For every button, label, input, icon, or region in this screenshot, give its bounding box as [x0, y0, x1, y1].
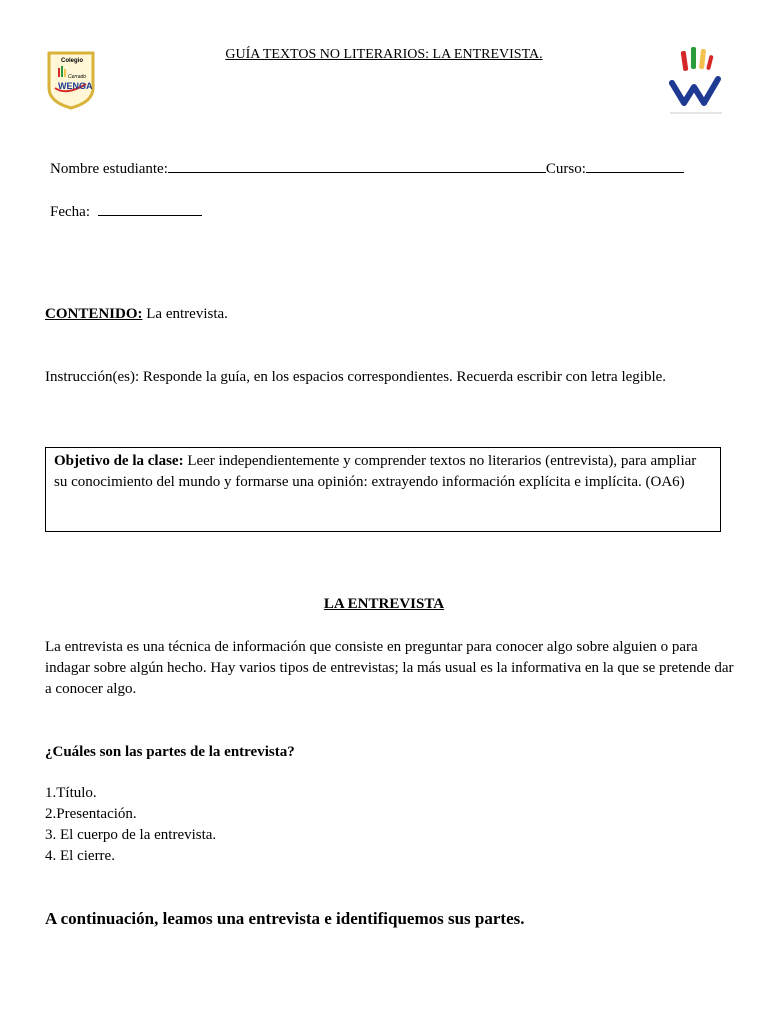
- course-field[interactable]: [586, 158, 684, 173]
- list-item: 1.Título.: [45, 785, 97, 801]
- closing-sentence: A continuación, leamos una entrevista e identifiquemos sus partes.: [45, 909, 525, 928]
- course-label: Curso:: [545, 161, 586, 177]
- date-field[interactable]: [98, 201, 202, 216]
- student-name-row: [50, 158, 684, 180]
- hand-logo: [666, 45, 726, 117]
- student-name-field[interactable]: [168, 158, 546, 173]
- parts-question: ¿Cuáles son las partes de la entrevista?: [45, 744, 295, 760]
- date-row: [50, 201, 202, 223]
- page-title: GUÍA TEXTOS NO LITERARIOS: LA ENTREVISTA.: [225, 47, 543, 62]
- list-item: 4. El cierre.: [45, 848, 115, 864]
- instruction-text: Instrucción(es): Responde la guía, en los espacios correspondientes. Recuerda escribir con letra legible.: [45, 369, 667, 385]
- date-label: Fecha:: [50, 204, 90, 220]
- list-item: 3. El cuerpo de la entrevista.: [45, 827, 217, 843]
- list-item: 2.Presentación.: [45, 806, 137, 822]
- contenido-line: [45, 304, 228, 325]
- logo-text-top: Colegio: [61, 58, 83, 64]
- logo-text-small: Cerrado: [68, 74, 87, 80]
- contenido-label: CONTENIDO:: [45, 306, 143, 322]
- section-title: LA ENTREVISTA: [323, 596, 445, 612]
- logo-text-main: WENGA: [58, 81, 93, 91]
- objective-text: Leer independientemente y comprender textos no literarios (entrevista), para ampliar su conocimiento del mundo y formarse una opinión: extrayendo información explícita e implícita. (OA6): [54, 453, 697, 490]
- hand-w-icon: [666, 45, 726, 117]
- objective-box: [45, 447, 721, 532]
- intro-paragraph: La entrevista es una técnica de información que consiste en preguntar para conocer algo sobre alguien o para indagar sobre algún hecho. Hay varios tipos de entrevistas; la más usual es la informativa en la que se pretende dar a conocer algo.: [45, 639, 734, 697]
- objective-label: Objetivo de la clase:: [54, 453, 184, 469]
- contenido-text: La entrevista.: [142, 306, 228, 322]
- student-name-label: Nombre estudiante:: [50, 161, 168, 177]
